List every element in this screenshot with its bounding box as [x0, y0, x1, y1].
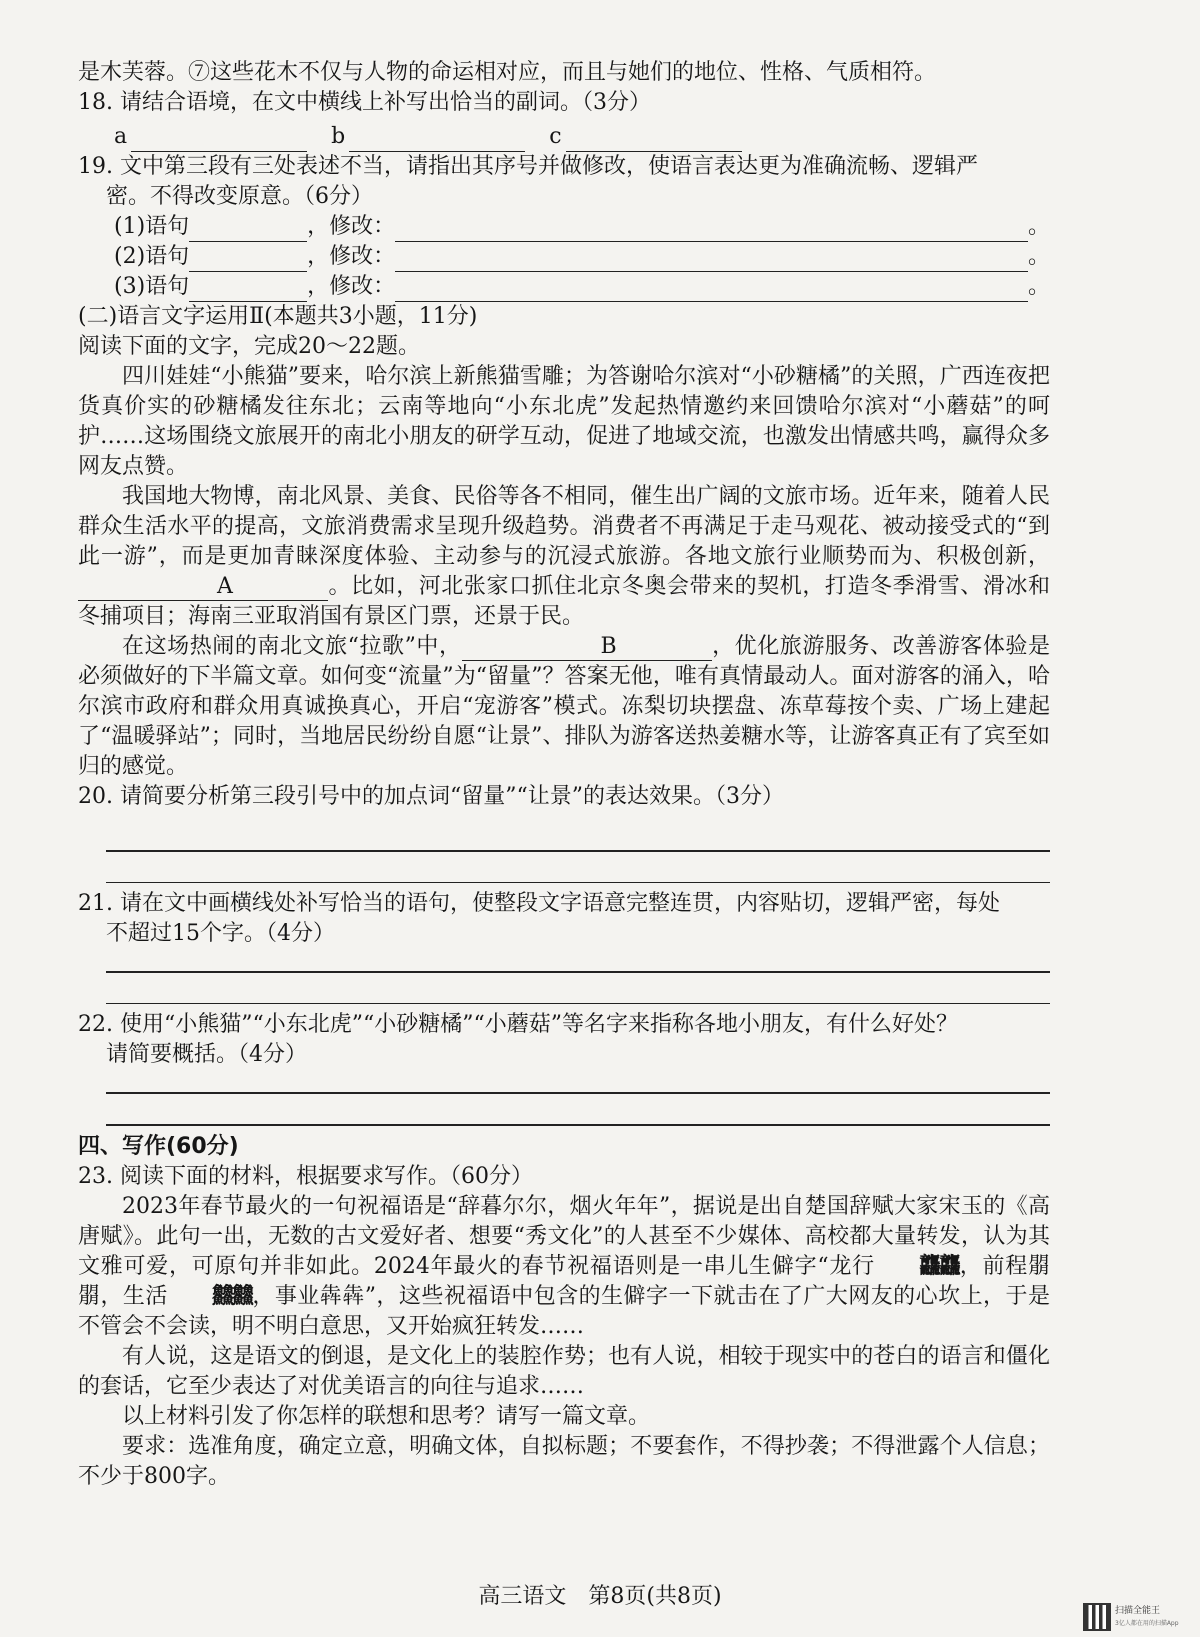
material-paragraph-3: 以上材料引发了你怎样的联想和思考？请写一篇文章。 — [122, 1403, 651, 1429]
question-22-line2: 请简要概括。（4分） — [106, 1042, 307, 1068]
q19-row-2-revision-blank[interactable] — [395, 249, 1028, 272]
material-paragraph-2: 有人说，这是语文的倒退，是文化上的装腔作势；也有人说，相较于现实中的苍白的语言和僵化的套话，它至少表达了对优美语言的向往与追求…… — [78, 1343, 1050, 1399]
p2-text-after: 。比如，河北张家口抓住北京冬奥会带来的契机，打造冬季滑雪、滑冰和冬捕项目；海南三亚取消国有景区门票，还景于民。 — [78, 574, 1050, 629]
section-2-title: (二)语言文字运用Ⅱ(本题共3小题，11分) — [78, 304, 478, 329]
q19-row-3-mid: ，修改： — [307, 274, 396, 299]
q18-blank-c[interactable] — [566, 129, 742, 152]
q19-row-1-sentence-blank[interactable] — [189, 219, 307, 242]
question-19-line1: 19. 文中第三段有三处表述不当，请指出其序号并做修改，使语言表达更为准确流畅、逻辑严 — [78, 154, 978, 179]
page-footer: 高三语文 第8页(共8页) — [478, 1584, 722, 1609]
q19-row-3-end: 。 — [1027, 274, 1050, 299]
q22-answer-line-2[interactable] — [106, 1124, 1050, 1126]
q21-answer-line-2[interactable] — [106, 1003, 1050, 1005]
passage-paragraph-1: 四川娃娃“小熊猫”要来，哈尔滨上新熊猫雪雕；为答谢哈尔滨对“小砂糖橘”的关照，广西连夜把货真价实的砂糖橘发往东北；云南等地向“小东北虎”发起热情邀约来回馈哈尔滨对“小蘑菇”的呵护……这场围绕文旅展开的南北小朋友的研学互动，促进了地域交流，也激发出情感共鸣，赢得众多网友点赞。 — [78, 364, 1050, 479]
q19-row-2-sentence-blank[interactable] — [189, 249, 307, 272]
question-20: 20. 请简要分析第三段引号中的加点词“留量”“让景”的表达效果。（3分） — [78, 784, 784, 809]
m1-text-c: ，事业犇犇”，这些祝福语中包含的生僻字一下就击在了广大网友的心坎上，于是不管会不会读，明不明白意思，又开始疯狂转发…… — [78, 1283, 1050, 1339]
q18-blank-a[interactable] — [131, 129, 307, 152]
blank-a[interactable]: A — [78, 574, 328, 601]
scanner-watermark-subtitle: 3亿人都在用的扫描App — [1115, 1620, 1179, 1627]
question-23: 23. 阅读下面的材料，根据要求写作。（60分） — [78, 1163, 533, 1189]
q18-label-b: b — [331, 124, 346, 149]
passage-paragraph-3 — [78, 632, 1050, 782]
scanner-watermark-title: 扫描全能王 — [1115, 1606, 1161, 1616]
q19-row-3 — [78, 272, 1050, 302]
p2-text-before: 我国地大物博，南北风景、美食、民俗等各不相同，催生出广阔的文旅市场。近年来，随着人民群众生活水平的提高，文旅消费需求呈现升级趋势。消费者不再满足于走马观花、被动接受式的“到此一游”，而是更加青睐深度体验、主动参与的沉浸式旅游。各地文旅行业顺势而为、积极创新， — [78, 484, 1050, 569]
blank-b[interactable]: B — [462, 634, 712, 661]
m1-text-b: ，前程朤朤，生活 — [78, 1253, 1050, 1309]
carryover-line: 是木芙蓉。⑦这些花木不仅与人物的命运相对应，而且与她们的地位、性格、气质相符。 — [78, 60, 937, 85]
rare-char-1: 龘龘 — [918, 1253, 959, 1279]
q20-answer-line-2[interactable] — [106, 882, 1050, 884]
passage-paragraph-2 — [78, 482, 1050, 632]
q18-blank-b[interactable] — [349, 129, 525, 152]
q19-row-2-end: 。 — [1027, 244, 1050, 269]
rare-char-2: 䲜䲜 — [211, 1283, 252, 1309]
q18-label-c: c — [549, 124, 562, 149]
m1-text-a: 2023年春节最火的一句祝福语是“辞暮尔尔，烟火年年”，据说是出自楚国辞赋大家宋玉的《高唐赋》。此句一出，无数的古文爱好者、想要“秀文化”的人甚至不少媒体、高校都大量转发，认为其文雅可爱，可原句并非如此。2024年最火的春节祝福语则是一串儿生僻字“龙行 — [78, 1193, 1050, 1279]
qr-code-icon — [1083, 1603, 1111, 1631]
material-paragraph-1 — [78, 1192, 1050, 1342]
section-4-title: 四、写作(60分) — [78, 1133, 239, 1159]
writing-requirements: 要求：选准角度，确定立意，明确文体，自拟标题；不要套作，不得抄袭；不得泄露个人信息；不少于800字。 — [78, 1433, 1050, 1489]
q19-row-3-revision-blank[interactable] — [395, 279, 1028, 302]
p3-text-after: ，优化旅游服务、改善游客体验是必须做好的下半篇文章。如何变“流量”为“留量”？答案无他，唯有真情最动人。面对游客的涌入，哈尔滨市政府和群众用真诚换真心，开启“宠游客”模式。冻梨切块摆盘、冻草莓按个卖、广场上建起了“温暖驿站”；同时，当地居民纷纷自愿“让景”、排队为游客送热姜糖水等，让游客真正有了宾至如归的感觉。 — [78, 634, 1050, 779]
q19-row-2-prefix: (2)语句 — [114, 244, 190, 269]
q19-row-1-revision-blank[interactable] — [395, 219, 1028, 242]
section-2-instruction: 阅读下面的文字，完成20～22题。 — [78, 334, 420, 359]
q19-row-3-prefix: (3)语句 — [114, 274, 190, 299]
q18-label-a: a — [114, 124, 128, 149]
question-22-line1: 22. 使用“小熊猫”“小东北虎”“小砂糖橘”“小蘑菇”等名字来指称各地小朋友，有什么好处？ — [78, 1012, 958, 1038]
p3-text-before: 在这场热闹的南北文旅“拉歌”中， — [122, 634, 462, 659]
question-21-line2: 不超过15个字。（4分） — [106, 921, 335, 947]
question-18: 18. 请结合语境，在文中横线上补写出恰当的副词。（3分） — [78, 90, 651, 115]
q19-row-1-end: 。 — [1027, 214, 1050, 239]
question-19-line2: 密。不得改变原意。（6分） — [106, 184, 373, 209]
q19-row-2 — [78, 242, 1050, 272]
q19-row-1 — [78, 212, 1050, 242]
q18-answer-row — [78, 122, 1050, 152]
q19-row-1-prefix: (1)语句 — [114, 214, 190, 239]
q19-row-1-mid: ，修改： — [307, 214, 396, 239]
question-21-line1: 21. 请在文中画横线处补写恰当的语句，使整段文字语意完整连贯，内容贴切，逻辑严密，每处 — [78, 891, 1000, 917]
q19-row-3-sentence-blank[interactable] — [189, 279, 307, 302]
q19-row-2-mid: ，修改： — [307, 244, 396, 269]
